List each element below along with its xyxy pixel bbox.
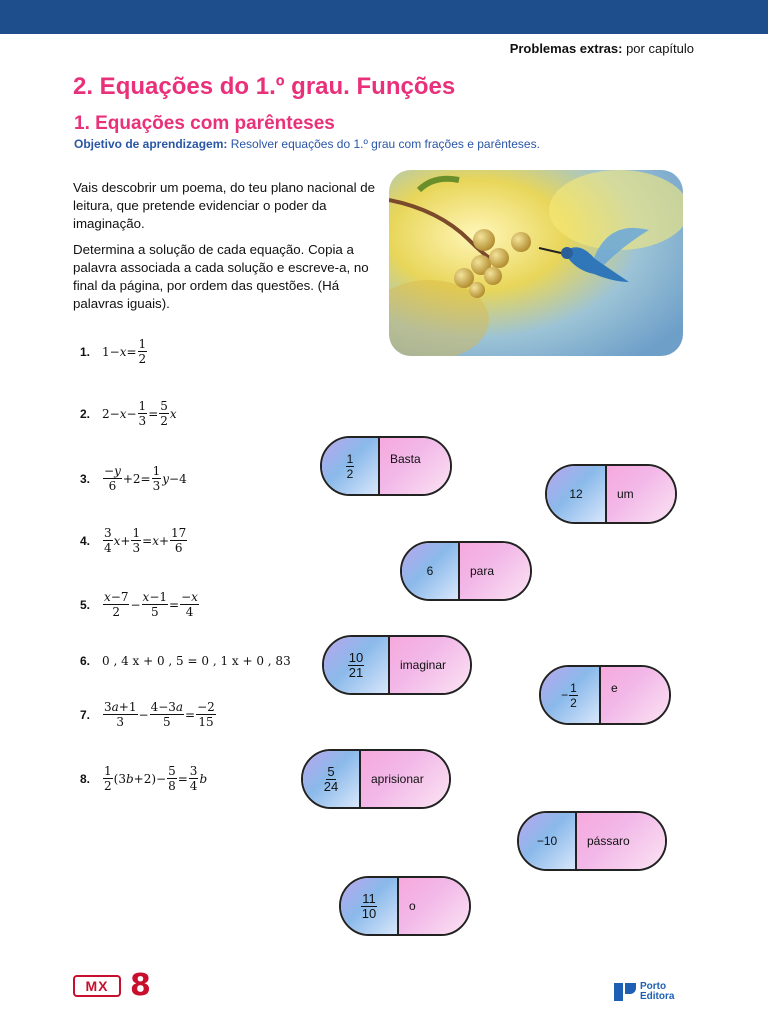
answer-pill [400,541,532,601]
answer-pill [539,665,671,725]
intro-text [73,179,378,321]
question-4: 4. $\frac{3}{4}$ x+ $\frac{1}{3}$ =x+ $\frac{17}{6}$ [80,526,187,555]
pill-solution: $\frac{11}{10}$ [341,878,399,934]
pill-solution: $\frac{5}{24}$ [303,751,361,807]
objective-label: Objetivo de aprendizagem: [74,137,228,151]
pill-word: imaginar [390,637,470,693]
mx-logo: MX [73,975,121,997]
pill-word: um [607,466,675,522]
answer-pill [320,436,452,496]
chapter-title: 2. Equações do 1.º grau. Funções [73,73,456,100]
pill-solution: $\frac{1}{2}$ [322,438,380,494]
pill-solution: 6 [402,543,460,599]
pill-word: o [399,878,469,934]
pill-solution: −10 [519,813,577,869]
question-number: 2. [80,406,91,421]
question-1: 1. 1−x= $\frac{1}{2}$ [80,337,147,366]
question-6-equation: 0 , 4 x + 0 , 5 = 0 , 1 x + 0 , 83 [102,654,291,668]
question-8: 8. $\frac{1}{2}$ (3b+2)− $\frac{5}{8}$ = $\frac{3}{4}$ b [80,764,208,793]
question-3: 3. $\frac{-y}{6}$ +2= $\frac{1}{3}$ y−4 [80,464,187,493]
question-number: 4. [80,533,91,548]
answer-pill [545,464,677,524]
pill-word: para [460,543,530,599]
question-6 [80,654,291,668]
publisher-line-2: Editora [640,991,675,1002]
pill-solution: 12 [547,466,607,522]
header-bold: Problemas extras: [509,41,623,56]
question-number: 7. [80,707,91,722]
pill-solution: − $\frac{1}{2}$ [541,667,601,723]
hummingbird-photo [389,170,683,356]
answer-pill [322,635,472,695]
top-banner [0,0,768,34]
answer-pill [517,811,667,871]
pill-word: e [601,667,669,723]
porto-editora-logo [614,982,674,1002]
answer-pill [301,749,451,809]
pill-word: Basta [380,438,450,494]
question-number: 8. [80,771,91,786]
porto-editora-icon [614,983,636,1001]
intro-paragraph-2: Determina a solução de cada equação. Copia a palavra associada a cada solução e escreve-a, no final da página, por ordem das questões. (Há palavras iguais). [73,242,369,311]
pill-word: aprisionar [361,751,449,807]
header-text: por capítulo [626,41,694,56]
publisher-line-1: Porto [640,981,667,992]
objective-text: Resolver equações do 1.º grau com frações e parênteses. [230,137,540,151]
section-title: 1. Equações com parênteses [74,113,335,134]
pill-word: pássaro [577,813,665,869]
question-number: 5. [80,597,91,612]
question-number: 6. [80,654,91,668]
question-number: 1. [80,344,91,359]
answer-pill [339,876,471,936]
pill-solution: $\frac{10}{21}$ [324,637,390,693]
header-label [510,41,694,56]
question-2: 2. 2−x− $\frac{1}{3}$ = $\frac{5}{2}$ x [80,399,177,428]
grade-logo: 8 [130,968,151,1003]
question-7: 7. $\frac{3a+1}{3}$ − $\frac{4-3a}{5}$ = $\frac{-2}{15}$ [80,700,215,729]
question-number: 3. [80,471,91,486]
intro-paragraph-1: Vais descobrir um poema, do teu plano nacional de leitura, que pretende evidenciar o poder da imaginação. [73,180,376,231]
objective [74,137,540,151]
question-5: 5. $\frac{x-7}{2}$ − $\frac{x-1}{5}$ = $\frac{-x}{4}$ [80,590,198,619]
